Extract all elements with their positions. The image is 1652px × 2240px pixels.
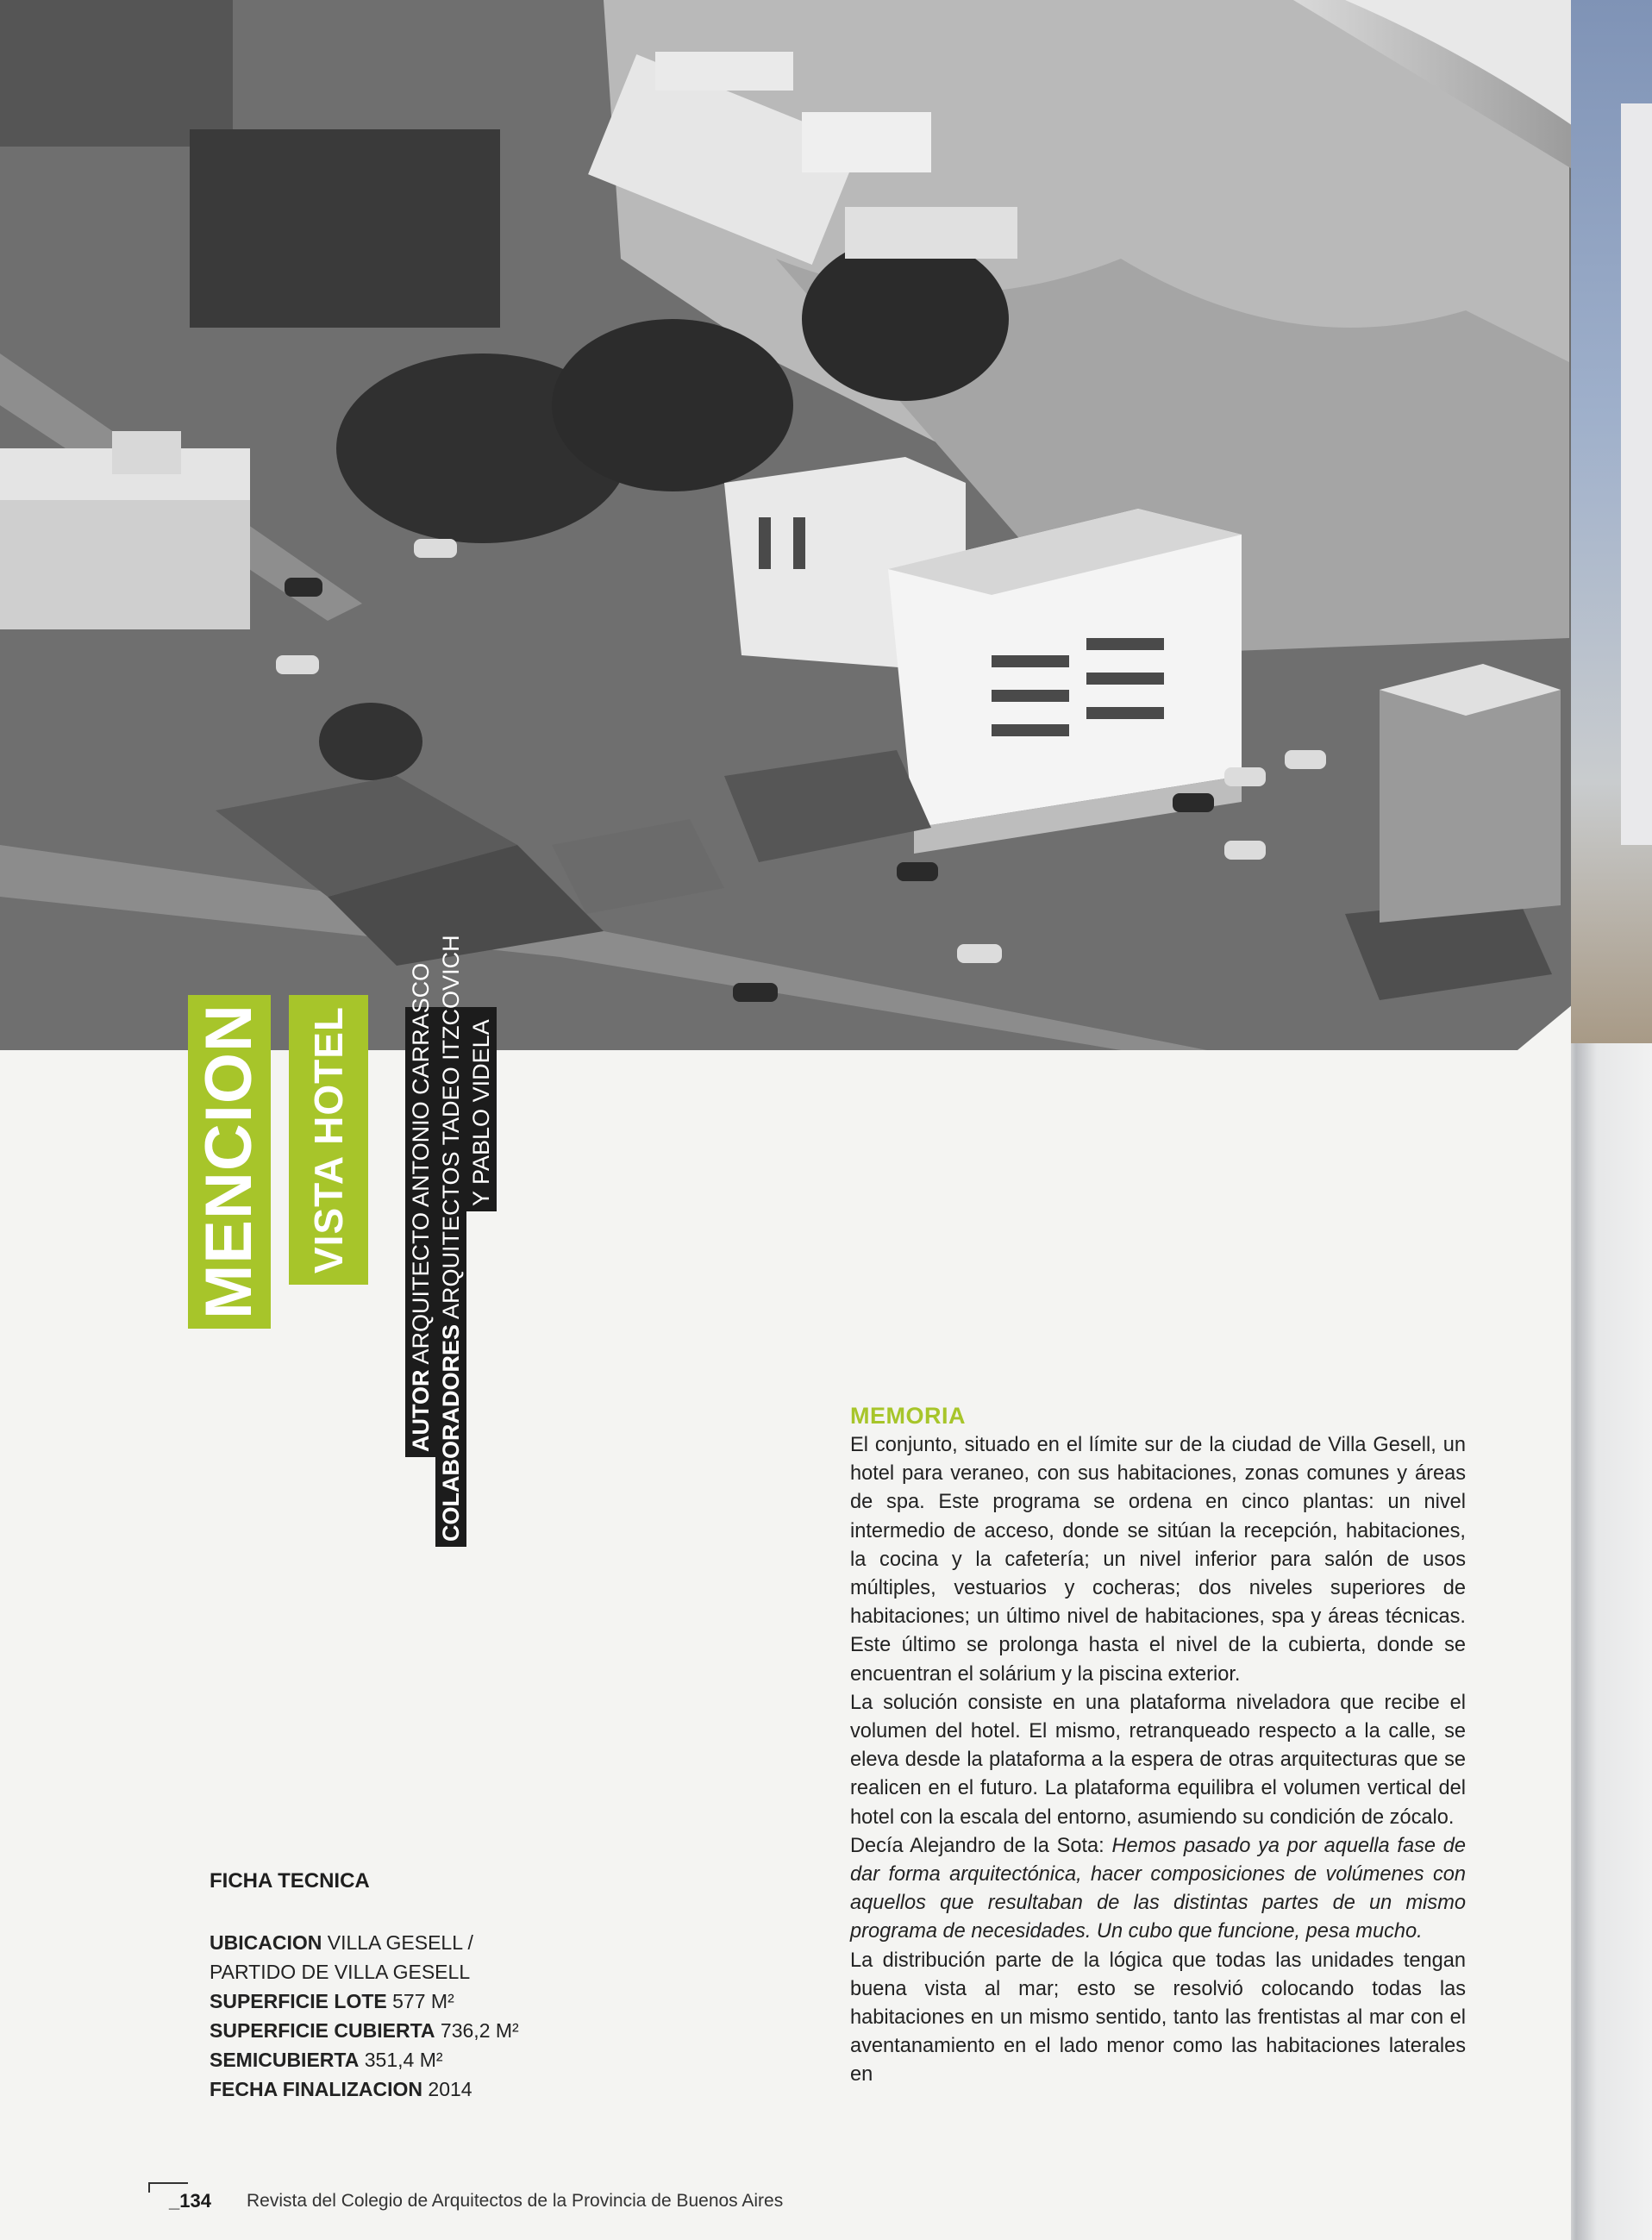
memoria-paragraph: La solución consiste en una plataforma niveladora que recibe el volumen del hotel. El mismo, retranqueado respecto a la calle, se eleva desde la plataforma a la espera de otras arquitecturas que se realicen en el futuro. La plataforma equilibra el volumen vertical del hotel con la escala del entorno, asumiendo su condición de zócalo.: [850, 1691, 1466, 1829]
project-title: VISTA HOTEL: [289, 995, 368, 1285]
section-label-mencion: MENCION: [188, 995, 271, 1329]
memoria-heading: MEMORIA: [850, 1403, 966, 1429]
credit-colaboradores: COLABORADORES ARQUITECTOS TADEO ITZCOVICH: [435, 1007, 466, 1547]
ficha-ubicacion: UBICACION VILLA GESELL /: [210, 1931, 473, 1954]
footer-rule-tick: [148, 2182, 150, 2193]
memoria-paragraph: La distribución parte de la lógica que todas las unidades tengan buena vista al mar; esto se resolvió colocando todas las habitaciones en un mismo sentido, tanto las frentistas al mar con el aventanamiento en el lado menor como las habitaciones laterales en: [850, 1949, 1466, 2087]
ficha-tecnica-heading: FICHA TECNICA: [210, 1869, 370, 1893]
ficha-tecnica-list: [210, 1928, 519, 2104]
ficha-fecha-finalizacion: FECHA FINALIZACION 2014: [210, 2078, 472, 2100]
adjacent-page-building: [1621, 103, 1652, 845]
adjacent-page-edge: [1571, 0, 1652, 2240]
publication-name: Revista del Colegio de Arquitectos de la Provincia de Buenos Aires: [247, 2191, 784, 2211]
ficha-semicubierta: SEMICUBIERTA 351,4 M²: [210, 2049, 443, 2071]
page-number: _134: [169, 2190, 211, 2212]
memoria-paragraph-quote: Decía Alejandro de la Sota: Hemos pasado ya por aquella fase de dar forma arquitectónica, hacer composiciones de volúmenes con aquellos que resultaban de las distintas partes de un mismo programa de necesidades. Un cubo que funcione, pesa mucho.: [850, 1834, 1466, 1943]
ficha-superficie-cubierta: SUPERFICIE CUBIERTA 736,2 M²: [210, 2019, 519, 2042]
ficha-superficie-lote: SUPERFICIE LOTE 577 M²: [210, 1990, 454, 2012]
aerial-photo: [0, 0, 1652, 1050]
footer-rule: [148, 2182, 188, 2184]
credit-colaboradores-cont: Y PABLO VIDELA: [466, 1007, 497, 1211]
credit-autor: AUTOR ARQUITECTO ANTONIO CARRASCO: [405, 1007, 436, 1457]
memoria-body: [850, 1431, 1466, 2090]
memoria-paragraph: El conjunto, situado en el límite sur de la ciudad de Villa Gesell, un hotel para veraneo, con sus habitaciones, zonas comunes y áreas de spa. Este programa se ordena en cinco plantas: un nivel intermedio de acceso, donde se sitúan la recepción, habitaciones, la cocina y la cafetería; un nivel inferior para salón de usos múltiples, vestuarios y cocheras; dos niveles superiores de habitaciones; un último nivel de habitaciones, spa y áreas técnicas. Este último se prolonga hasta el nivel de la cubierta, donde se encuentran el solárium y la piscina exterior.: [850, 1434, 1466, 1686]
ficha-ubicacion-cont: PARTIDO DE VILLA GESELL: [210, 1961, 471, 1983]
